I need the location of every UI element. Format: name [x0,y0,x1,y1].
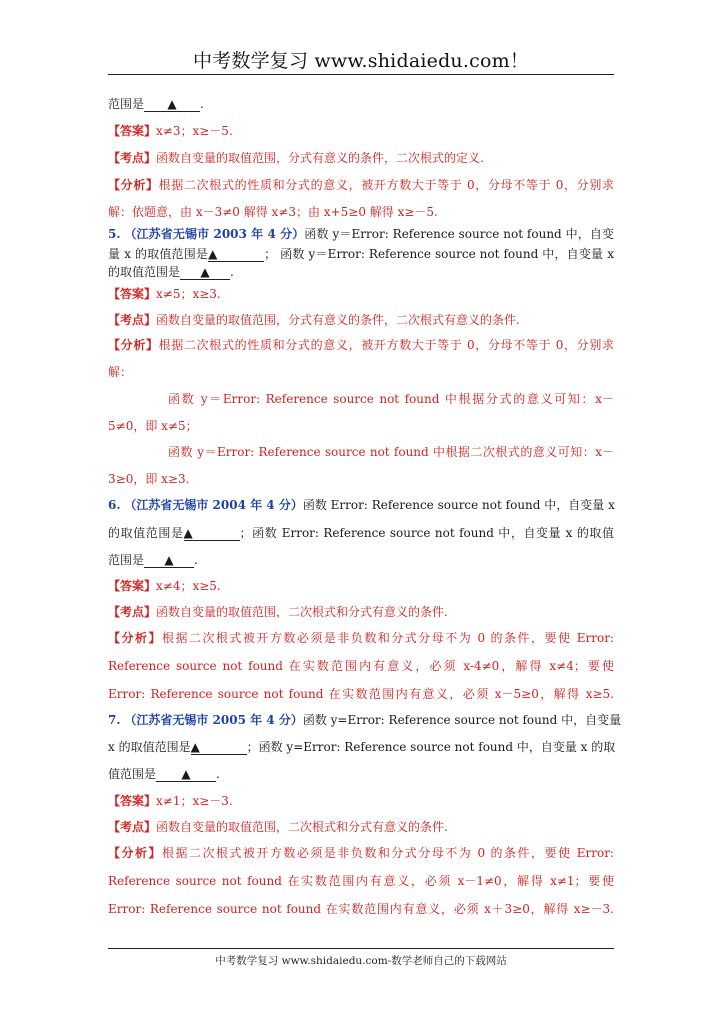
q4-point-text: 函数自变量的取值范围，分式有意义的条件，二次根式的定义. [156,151,484,165]
q6-stem-line-2 [108,525,614,541]
q6-answer [108,578,614,594]
page-footer: 中考数学复习 www.shidaiedu.com-数学老师自己的下载网站 [215,955,507,967]
q7-stem-text-2b: ；函数 y=Error: Reference source not found 中，自变量 x 的取 [246,740,616,754]
q5-analysis-line-5: 函数 y＝Error: Reference source not found 中根据二次根式的意义可知：x－ [168,445,614,459]
answer-blank [180,265,230,280]
q5-analysis-line-1 [108,337,614,353]
q6-stem-text-3a: 范围是 [108,553,145,567]
q6-analysis-text-1: 根据二次根式被开方数必须是非负数和分式分母不为 0 的条件，要使 Error: [161,631,614,645]
answer-blank [208,247,264,262]
q6-analysis-line-3: Error: Reference source not found 在实数范围内有意义，必须 x－5≥0，解得 x≥5. [108,687,614,701]
point-label: 【考点】 [108,605,157,619]
q5-answer-text: x≠5；x≥3. [156,287,221,301]
q4-range-suffix: . [200,97,204,111]
q6-stem-text-2b: ；函数 Error: Reference source not found 中，自变量 x 的取值 [239,526,614,540]
point-label: 【考点】 [108,151,157,165]
analysis-label: 【分析】 [108,846,162,860]
q6-number: 6. [108,498,121,512]
q5-stem-text-3a: 的取值范围是 [108,265,181,279]
triangle-icon: ▲ [208,247,218,261]
q4-range-line [108,96,614,112]
answer-blank [156,767,216,782]
q7-answer [108,793,614,809]
q6-answer-text: x≠4；x≥5. [156,579,221,593]
analysis-label: 【分析】 [108,631,162,645]
triangle-icon: ▲ [167,97,177,111]
q5-stem-text-1: 函数 y＝Error: Reference source not found 中，自变 [304,227,614,241]
triangle-icon: ▲ [164,553,174,567]
q6-point-text: 函数自变量的取值范围，二次根式和分式有意义的条件. [156,605,448,619]
q7-analysis-line-3: Error: Reference source not found 在实数范围内有意义，必须 x＋3≥0，解得 x≥－3. [108,902,614,916]
q4-answer-text: x≠3；x≥－5. [156,124,233,138]
answer-label: 【答案】 [108,579,157,593]
q5-stem-line-1 [108,226,614,242]
q7-stem-line-1 [108,712,622,728]
q6-point [108,604,614,620]
q7-answer-text: x≠1；x≥－3. [156,794,233,808]
q6-stem-text-1: 函数 Error: Reference source not found 中，自变量 x [302,498,615,512]
q7-analysis-text-1: 根据二次根式被开方数必须是非负数和分式分母不为 0 的条件，要使 Error: [161,846,614,860]
q5-stem-text-2a: 量 x 的取值范围是 [108,247,209,261]
q7-number: 7. [108,713,121,727]
analysis-label: 【分析】 [108,178,159,192]
answer-blank [191,740,247,755]
q5-answer [108,286,614,302]
q7-point-text: 函数自变量的取值范围，二次根式和分式有意义的条件. [156,820,448,834]
answer-label: 【答案】 [108,794,157,808]
q6-stem-text-2a: 的取值范围是 [108,526,184,540]
q7-point [108,819,614,835]
triangle-icon: ▲ [181,767,191,781]
q5-stem-text-3b: . [230,265,234,279]
q6-stem-line-3 [108,552,614,568]
q5-number: 5. [108,227,121,241]
triangle-icon: ▲ [200,265,210,279]
q4-range-prefix: 范围是 [108,97,145,111]
q7-stem-text-3b: . [216,767,220,781]
q5-analysis-line-4: 5≠0，即 x≠5； [108,419,198,433]
q6-source: （江苏省无锡市 2004 年 4 分） [124,498,303,512]
answer-blank [184,526,240,541]
analysis-label: 【分析】 [108,338,159,352]
point-label: 【考点】 [108,820,157,834]
point-label: 【考点】 [108,313,157,327]
q5-analysis-line-3: 函数 y＝Error: Reference source not found 中根据分式的意义可知：x－ [168,392,614,406]
q5-point [108,312,614,328]
q5-stem-line-2 [108,246,614,262]
q5-analysis-line-2: 解： [108,365,133,379]
q7-stem-text-3a: 值范围是 [108,767,157,781]
q6-analysis-line-2: Reference source not found 在实数范围内有意义，必须 x-4≠0，解得 x≠4；要使 [108,659,614,673]
q6-analysis-line-1 [108,630,614,646]
footer-rule [108,948,614,949]
q7-stem-line-2 [108,739,614,755]
q4-analysis-text-1: 根据二次根式的性质和分式的意义，被开方数大于等于 0，分母不等于 0，分别求 [158,178,614,192]
answer-blank [144,97,200,112]
q5-point-text: 函数自变量的取值范围，分式有意义的条件，二次根式有意义的条件. [156,313,520,327]
q5-analysis-text-1: 根据二次根式的性质和分式的意义，被开方数大于等于 0，分母不等于 0，分别求 [158,338,614,352]
q6-stem-text-3b: . [194,553,198,567]
q5-stem-line-3 [108,264,614,280]
q4-analysis-line-2: 解：依题意，由 x－3≠0 解得 x≠3；由 x+5≥0 解得 x≥－5. [108,205,438,219]
q4-answer [108,123,614,139]
q5-source: （江苏省无锡市 2003 年 4 分） [124,227,305,241]
q7-source: （江苏省无锡市 2005 年 4 分） [124,713,303,727]
answer-blank [144,553,194,568]
q6-stem-line-1 [108,497,614,513]
header-rule [108,74,614,75]
triangle-icon: ▲ [190,740,200,754]
page-header-title: 中考数学复习 www.shidaiedu.com！ [192,50,530,72]
triangle-icon: ▲ [183,526,193,540]
q7-stem-text-2a: x 的取值范围是 [108,740,191,754]
q5-stem-text-2b: ； 函数 y＝Error: Reference source not found 中，自变量 x [264,247,614,261]
q7-stem-line-3 [108,766,614,782]
q7-stem-text-1: 函数 y=Error: Reference source not found 中，自变量 [302,713,622,727]
answer-label: 【答案】 [108,124,157,138]
q7-analysis-line-1 [108,845,614,861]
q5-analysis-line-6: 3≥0，即 x≥3. [108,472,190,486]
q4-analysis-line-1 [108,177,614,193]
q4-point [108,150,614,166]
answer-label: 【答案】 [108,287,157,301]
q7-analysis-line-2: Reference source not found 在实数范围内有意义，必须 x－1≠0，解得 x≠1；要使 [108,874,614,888]
